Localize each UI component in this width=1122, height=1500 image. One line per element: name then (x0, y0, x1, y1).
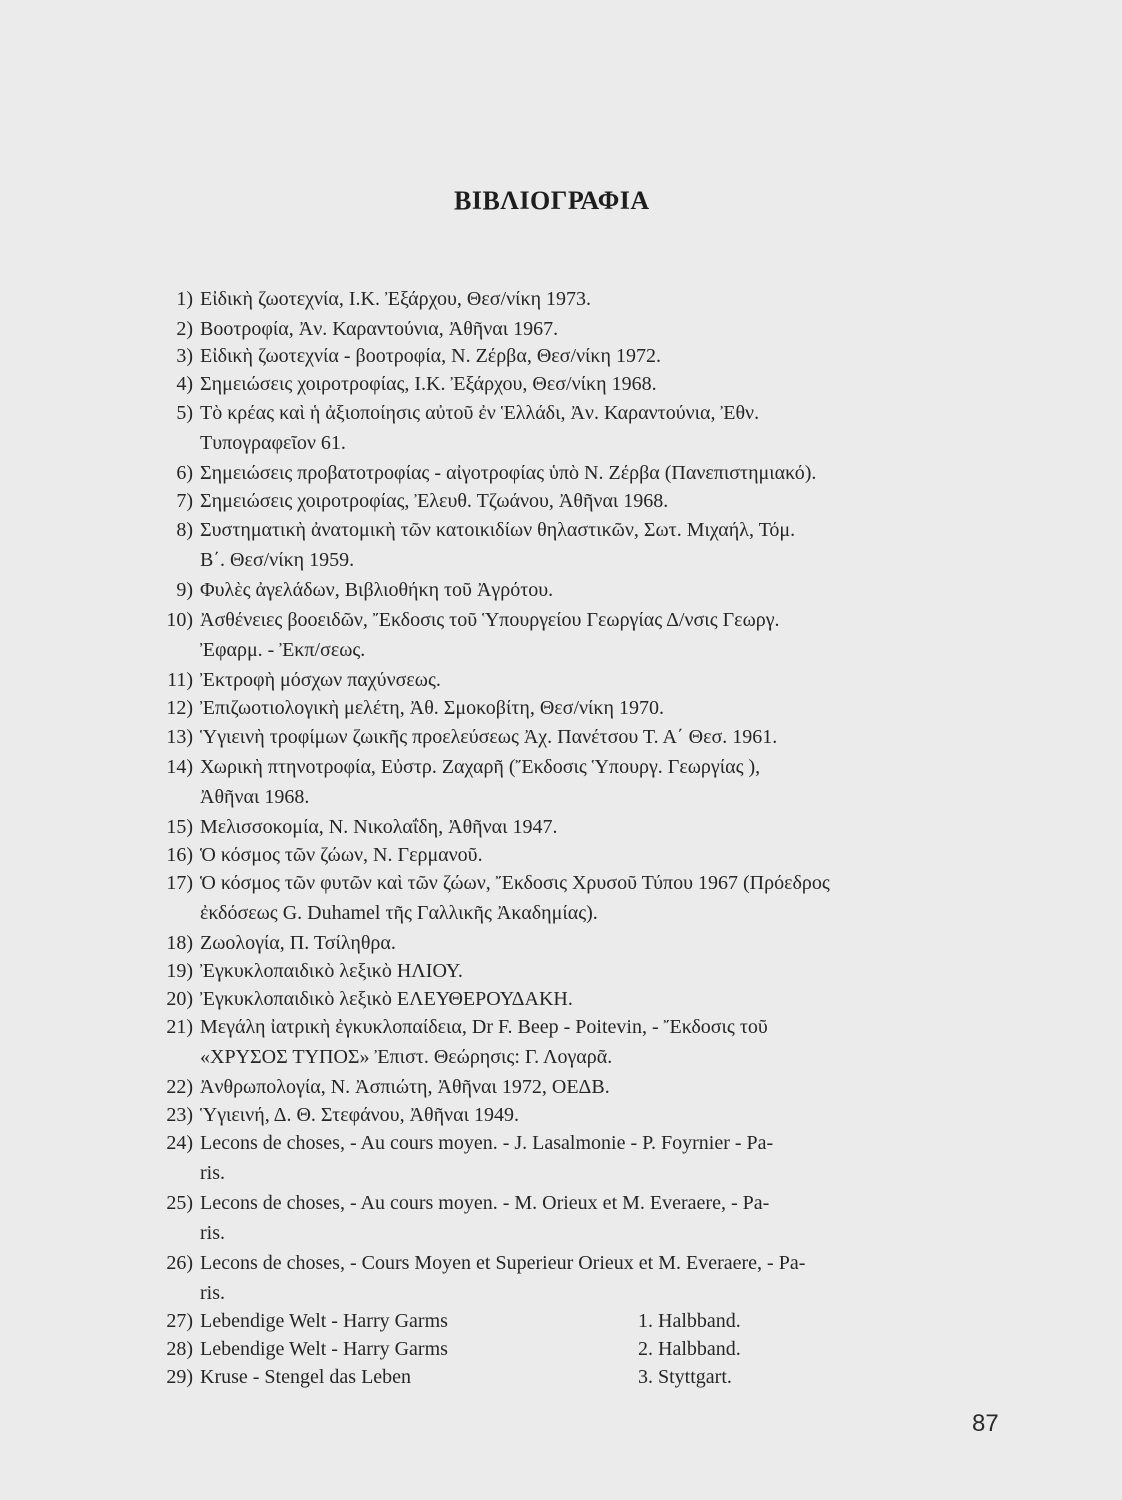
entry-text: Σημειώσεις χοιροτροφίας, Ι.Κ. Ἐξάρχου, Θεσ/νίκη 1968. (200, 373, 657, 395)
entry-number: 9) (176, 579, 193, 601)
entry-number: 27) (166, 1310, 193, 1332)
entry-number: 8) (176, 519, 193, 541)
entry-text-continued: Ἐφαρμ. - Ἐκπ/σεως. (200, 639, 366, 661)
entry-number: 23) (166, 1104, 193, 1126)
entry-volume: 2. Halbband. (638, 1338, 741, 1360)
entry-text: Χωρικὴ πτηνοτροφία, Εὐστρ. Ζαχαρῆ (Ἔκδοσις Ὑπουργ. Γεωργίας ), (200, 756, 761, 778)
entry-number: 7) (176, 490, 193, 512)
entry-text: Βοοτροφία, Ἀν. Καραντούνια, Ἀθῆναι 1967. (200, 318, 559, 340)
entry-number: 20) (166, 988, 193, 1010)
page-title: ΒΙΒΛΙΟΓΡΑΦΙΑ (454, 186, 650, 215)
entry-number: 11) (167, 669, 193, 691)
entry-text: Ὁ κόσμος τῶν φυτῶν καὶ τῶν ζώων, Ἔκδοσις Χρυσοῦ Τύπου 1967 (Πρόεδρος (200, 872, 830, 894)
entry-number: 12) (166, 697, 193, 719)
entry-text: Μεγάλη ἰατρικὴ ἐγκυκλοπαίδεια, Dr F. Beep - Poitevin, - Ἔκδοσις τοῦ (200, 1016, 768, 1038)
entry-text: Ἀνθρωπολογία, Ν. Ἀσπιώτη, Ἀθῆναι 1972, ΟΕΔΒ. (200, 1076, 610, 1098)
entry-number: 18) (166, 932, 193, 954)
entry-text-continued: ris. (200, 1222, 225, 1244)
entry-volume: 1. Halbband. (638, 1310, 741, 1332)
entry-number: 19) (166, 960, 193, 982)
entry-number: 16) (166, 844, 193, 866)
entry-text: Ὑγιεινή, Δ. Θ. Στεφάνου, Ἀθῆναι 1949. (200, 1104, 519, 1126)
entry-text: Lebendige Welt - Harry Garms (200, 1338, 448, 1360)
entry-number: 25) (166, 1192, 193, 1214)
entry-number: 21) (166, 1016, 193, 1038)
entry-text: Μελισσοκομία, Ν. Νικολαΐδη, Ἀθῆναι 1947. (200, 816, 558, 838)
entry-number: 28) (166, 1338, 193, 1360)
entry-number: 10) (166, 609, 193, 631)
entry-number: 24) (166, 1132, 193, 1154)
entry-text: Σημειώσεις χοιροτροφίας, Ἐλευθ. Τζωάνου, Ἀθῆναι 1968. (200, 490, 669, 512)
entry-number: 4) (176, 373, 193, 395)
entry-text-continued: ris. (200, 1162, 225, 1184)
entry-volume: 3. Styttgart. (638, 1366, 732, 1388)
entry-text-continued: Β΄. Θεσ/νίκη 1959. (200, 549, 355, 571)
entry-number: 22) (166, 1076, 193, 1098)
entry-number: 14) (166, 756, 193, 778)
entry-number: 29) (166, 1366, 193, 1388)
entry-text: Lecons de choses, - Au cours moyen. - J. Lasalmonie - P. Foyrnier - Pa- (200, 1132, 774, 1154)
entry-text: Ἐγκυκλοπαιδικὸ λεξικὸ ΕΛΕΥΘΕΡΟΥΔΑΚΗ. (200, 988, 573, 1010)
entry-text-continued: Ἀθῆναι 1968. (200, 786, 310, 808)
entry-text: Ἐκτροφὴ μόσχων παχύνσεως. (200, 669, 441, 691)
entry-number: 13) (166, 726, 193, 748)
entry-number: 15) (166, 816, 193, 838)
entry-text-continued: «ΧΡΥΣΟΣ ΤΥΠΟΣ» Ἐπιστ. Θεώρησις: Γ. Λογαρᾶ. (200, 1046, 613, 1068)
entry-number: 2) (176, 318, 193, 340)
page-number: 87 (972, 1410, 999, 1437)
entry-text: Ἐγκυκλοπαιδικὸ λεξικὸ ΗΛΙΟΥ. (200, 960, 463, 982)
entry-text: Ζωολογία, Π. Τσίληθρα. (200, 932, 396, 954)
entry-text: Φυλὲς ἀγελάδων, Βιβλιοθήκη τοῦ Ἀγρότου. (200, 579, 554, 601)
entry-text: Εἰδικὴ ζωοτεχνία, Ι.Κ. Ἐξάρχου, Θεσ/νίκη 1973. (200, 288, 592, 310)
entry-text: Ἀσθένειες βοοειδῶν, Ἔκδοσις τοῦ Ὑπουργείου Γεωργίας Δ/νσις Γεωργ. (200, 609, 780, 631)
entry-text: Ὑγιεινὴ τροφίμων ζωικῆς προελεύσεως Ἀχ. Πανέτσου Τ. Α΄ Θεσ. 1961. (200, 726, 778, 748)
entry-text: Lebendige Welt - Harry Garms (200, 1310, 448, 1332)
entry-text-continued: ris. (200, 1282, 225, 1304)
entry-text: Kruse - Stengel das Leben (200, 1366, 412, 1388)
entry-text-continued: ἐκδόσεως G. Duhamel τῆς Γαλλικῆς Ἀκαδημίας). (200, 902, 598, 924)
entry-text: Εἰδικὴ ζωοτεχνία - βοοτροφία, Ν. Ζέρβα, Θεσ/νίκη 1972. (200, 345, 661, 367)
entry-text: Ἐπιζωοτιολογικὴ μελέτη, Ἀθ. Σμοκοβίτη, Θεσ/νίκη 1970. (200, 697, 664, 719)
entry-text: Σημειώσεις προβατοτροφίας - αἰγοτροφίας ὑπὸ Ν. Ζέρβα (Πανεπιστημιακό). (200, 462, 817, 484)
entry-number: 26) (166, 1252, 193, 1274)
entry-number: 17) (166, 872, 193, 894)
entry-number: 5) (176, 402, 193, 424)
entry-text: Ὁ κόσμος τῶν ζώων, Ν. Γερμανοῦ. (200, 844, 483, 866)
entry-number: 6) (176, 462, 193, 484)
entry-text: Lecons de choses, - Cours Moyen et Superieur Orieux et M. Everaere, - Pa- (200, 1252, 806, 1274)
entry-number: 3) (176, 345, 193, 367)
entry-text: Lecons de choses, - Au cours moyen. - M. Orieux et M. Everaere, - Pa- (200, 1192, 770, 1214)
entry-text: Συστηματικὴ ἀνατομικὴ τῶν κατοικιδίων θηλαστικῶν, Σωτ. Μιχαήλ, Τόμ. (200, 519, 796, 541)
entry-number: 1) (176, 288, 193, 310)
entry-text-continued: Τυπογραφεῖον 61. (200, 432, 346, 454)
entry-text: Τὸ κρέας καὶ ἡ ἀξιοποίησις αὐτοῦ ἐν Ἑλλάδι, Ἀν. Καραντούνια, Ἐθν. (200, 402, 760, 424)
